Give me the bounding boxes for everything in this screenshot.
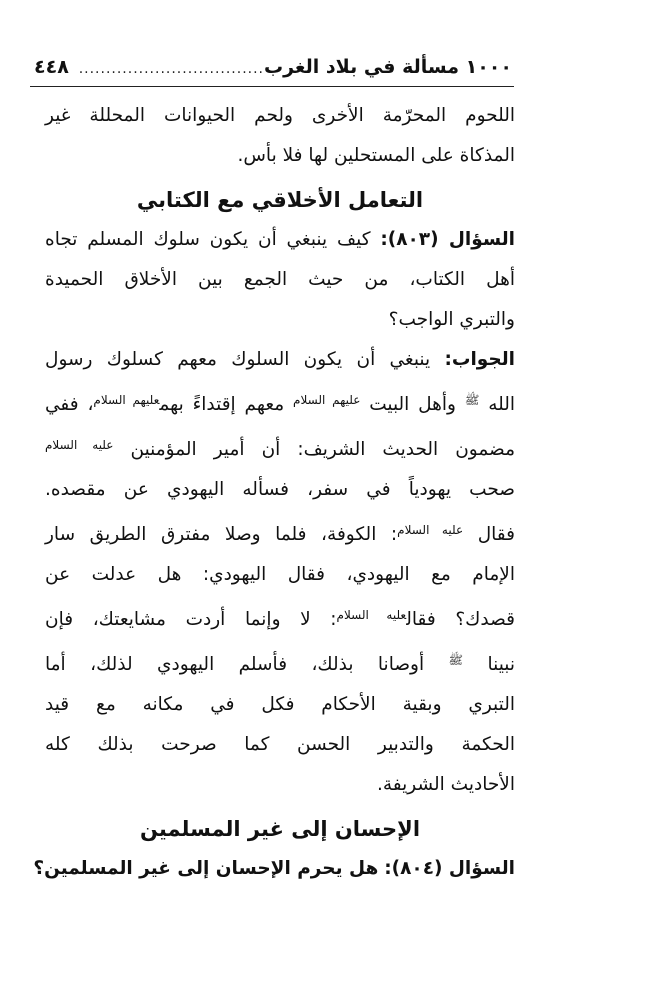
honorific-alayhim: عليهم السلام (93, 393, 160, 407)
text-fragment: وأهل البيت (369, 394, 456, 415)
text-line: الأحاديث الشريفة. (377, 774, 515, 795)
question-text: هل يحرم الإحسان إلى غير المسلمين؟ (33, 858, 379, 879)
honorific-alayhi: عليه السلام (45, 438, 114, 452)
text-fragment: معهم إقتداءً بهم (159, 394, 285, 415)
honorific-alayhi: عليه السلام (336, 608, 407, 622)
section-heading-kindness-to-non-muslims: الإحسان إلى غير المسلمين (139, 817, 421, 841)
text-line (45, 380, 515, 425)
header-rule (30, 86, 514, 87)
text-fragment: مضمون الحديث الشريف: أن أمير المؤمنين (130, 439, 515, 460)
text-line (45, 640, 515, 685)
honorific-saw: ﷺ (448, 653, 464, 667)
text-line (45, 510, 515, 555)
question-label: السؤال (٨٠٣): (380, 229, 515, 250)
page-number: ٤٤٨ (34, 56, 69, 78)
text-fragment: الله (488, 394, 516, 415)
question-804 (33, 849, 515, 889)
text-line (45, 425, 515, 470)
text-line (45, 220, 515, 260)
text-fragment: : الكوفة، فلما وصلا مفترق الطريق سار (45, 524, 398, 545)
question-803 (45, 220, 515, 340)
question-text: كيف ينبغي أن يكون سلوك المسلم تجاه (45, 229, 371, 250)
answer-label: الجواب: (444, 349, 516, 370)
text-fragment: ، ففي (45, 394, 94, 415)
question-label: السؤال (٨٠٤): (384, 858, 515, 879)
section-heading-ethical-dealing: التعامل الأخلاقي مع الكتابي (136, 188, 424, 212)
text-line: المذكاة على المستحلين لها فلا بأس. (237, 145, 515, 166)
text-line: التبري وبقية الأحكام فكل في مكانه مع قيد (45, 694, 515, 715)
running-header (30, 56, 514, 78)
text-line: صحب يهودياً في سفر، فسأله اليهودي عن مقصده. (45, 479, 515, 500)
page-body (33, 96, 516, 889)
text-fragment: : لا وإنما أردت مشايعتك، فإن (45, 609, 337, 630)
text-line: أهل الكتاب، من حيث الجمع بين الأخلاق الحميدة (45, 269, 515, 290)
honorific-saw: ﷺ (464, 393, 480, 407)
header-dot-leader: .................................. (78, 61, 264, 77)
text-fragment: فقال (477, 524, 515, 545)
answer-text: ينبغي أن يكون السلوك معهم كسلوك رسول (45, 349, 431, 370)
intro-paragraph (45, 96, 515, 176)
text-line: الإمام مع اليهودي، فقال اليهودي: هل عدلت عن (45, 564, 515, 585)
text-fragment: أوصانا بذلك، فأسلم اليهودي لذلك، أما (45, 654, 425, 675)
answer-803 (45, 340, 515, 805)
honorific-alayhim: عليهم السلام (293, 393, 361, 407)
text-line (33, 849, 515, 889)
book-title: ١٠٠٠ مسألة في بلاد الغرب (264, 56, 512, 78)
text-line: والتبري الواجب؟ (388, 309, 515, 330)
text-fragment: نبينا (487, 654, 516, 675)
text-fragment: قصدك؟ فقال (406, 609, 515, 630)
text-line: اللحوم المحرّمة الأخرى ولحم الحيوانات المحللة غير (45, 105, 515, 126)
text-line (45, 595, 515, 640)
text-line (45, 340, 515, 380)
honorific-alayhi: عليه السلام (397, 523, 464, 537)
text-line: الحكمة والتدبير الحسن كما صرحت بذلك كله (45, 734, 515, 755)
